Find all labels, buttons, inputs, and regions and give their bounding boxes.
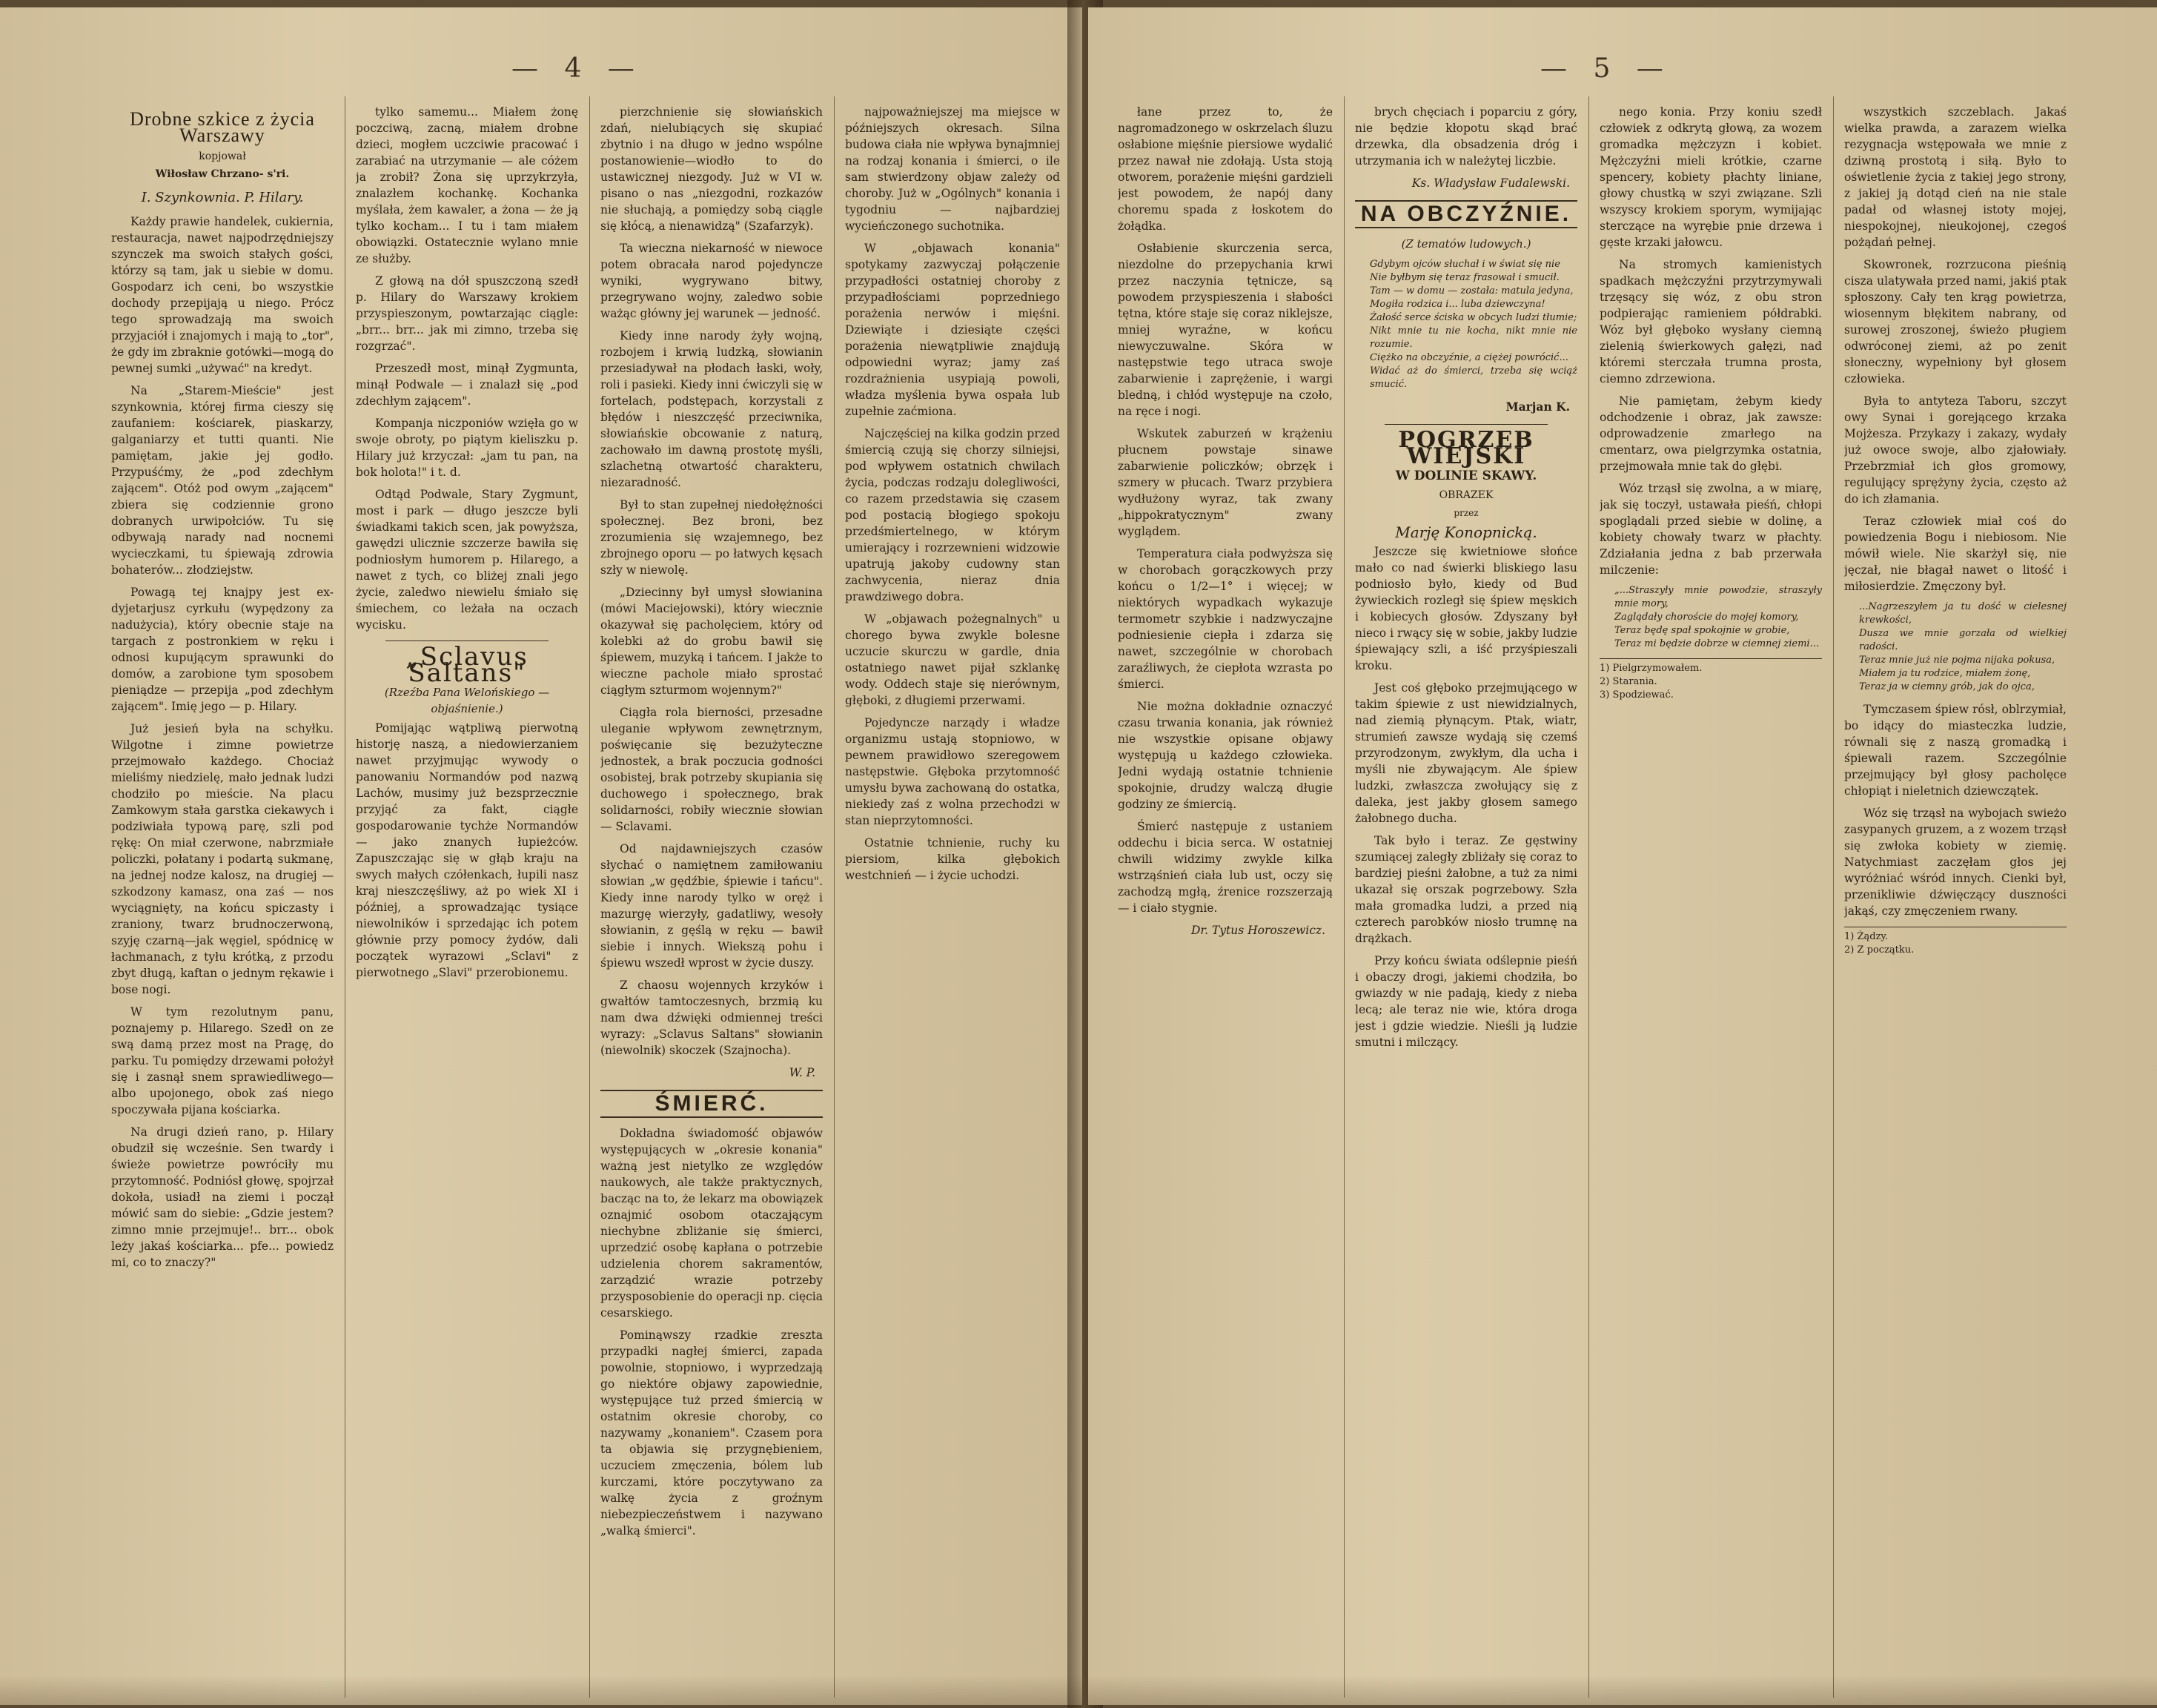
poem-line: ...Nagrzeszyłem ja tu dość w cielesnej krewkości, bbox=[1859, 601, 2067, 626]
article-genre: OBRAZEK bbox=[1439, 489, 1494, 501]
poem-line: „...Straszyły mnie powodzie, straszyły mnie mory, bbox=[1614, 585, 1822, 609]
poem-line: Teraz mi będzie dobrze w ciemnej ziemi... bbox=[1614, 638, 1819, 649]
column-1 bbox=[111, 104, 334, 1690]
paragraph: Przeszedł most, minął Zygmunta, minął Podwale — i znalazł się „pod zdechłym zającem". bbox=[356, 362, 578, 408]
paragraph: Tymczasem śpiew rósł, oblrzymiał, bo idący do miasteczka ludzie, równali się z naszą gromadką i śpiewali razem. Szczególnie przejmujący był głosy pacholęce chłopiąt i nieletnich dziewczątek. bbox=[1844, 703, 2067, 798]
paragraph: Na „Starem-Mieście" jest szynkownia, której firma cieszy się zaufaniem: kościarek, piaskarzy, galganiarzy et tutti quanti. Nie pamiętam, jakie jej godło. Przypuśćmy, że „pod zdechłym zającem". Otóż pod owym „zającem" zbiera się codziennie grono dobranych urwipołciów. Tu się odbywają narady nad nocnemi wycieczkami, tu śpiewają zdrowia bohaterów... złodziejstw. bbox=[111, 384, 334, 577]
footnote: 2) Starania. bbox=[1600, 676, 1657, 687]
article-title: ŚMIERĆ. bbox=[600, 1090, 823, 1118]
footnotes bbox=[1844, 927, 2067, 957]
paragraph: Jeszcze się kwietniowe słońce mało co nad świerki bliskiego lasu podniosło było, kiedy od Bud żywieckich rozległ się śpiew męskich i kobiecych głosów. Zdyszany był nieco i rwący się w sobie, jakby ludzie śpiewający szli, a iść przyśpieszali kroku. bbox=[1355, 545, 1577, 672]
poem-line: Teraz ja w ciemny grób, jak do ojca, bbox=[1859, 681, 2035, 692]
column-4 bbox=[845, 104, 1060, 1690]
paragraph: pierzchnienie się słowiańskich zdań, nielubiących się skupiać zbytnio i na długo w jedno wspólne postanowienie—wiodło to do ustawicznej niezgody. Już w VI w. pisano o nas „niezgodni, rozkazów nie słuchają, a pomiędzy sobą ciągle się kłócą, a nienawidzą" (Szafarzyk). bbox=[600, 105, 823, 233]
column-6 bbox=[1355, 104, 1577, 1690]
column-divider bbox=[1833, 96, 1834, 1698]
poem-line: Teraz będę spał spokojnie w grobie, bbox=[1614, 625, 1790, 636]
column-divider bbox=[834, 96, 835, 1698]
paragraph: „Dziecinny był umysł słowianina (mówi Maciejowski), który wiecznie okazywał się pacholęciem, który od kolebki aż do grobu bawił się śpiewem, muzyką i tańcem. I jakże to wieczne pachole miało sprostać ciągłym szturmom wojennym?" bbox=[600, 586, 823, 697]
paragraph: Pominąwszy rzadkie zreszta przypadki nagłej śmierci, zapada powolnie, stopniowo, i wyprzedzają go niektóre objawy zapowiednie, występujące tuż przed śmiercią w ostatnim okresie choroby, co nazywamy „konaniem". Czasem pora ta objawia się przygnębieniem, uczuciem zmęczenia, bólem lub kurczami, które poczytywano za walkę życia z groźnym niebezpieczeństwem i nazywano „walką śmierci". bbox=[600, 1328, 823, 1537]
poem bbox=[1614, 584, 1822, 651]
paragraph: Pojedyncze narządy i władze organizmu ustają stopniowo, w pewnem prawidłowo szeregowem następstwie. Głęboka przytomność umysłu bywa zachowaną do ostatka, niekiedy zaś z wolna przechodzi w stan nieprzytomności. bbox=[845, 716, 1060, 827]
paragraph: Od najdawniejszych czasów słychać o namiętnem zamiłowaniu słowian „w gędźbie, śpiewie i tańcu". Kiedy inne narody tylko w oręż i mazurgę wierzyły, gadatliwy, wesoły słowianin, z gęślą w ręku — bawił siebie i innych. Wiekszą pohu i śpiewu wszedł wprost w życie duszy. bbox=[600, 842, 823, 970]
column-5 bbox=[1118, 104, 1333, 1690]
left-page bbox=[0, 7, 1082, 1705]
article-subtitle: W DOLINIE SKAWY. bbox=[1395, 469, 1537, 483]
paragraph: wszystkich szczeblach. Jakaś wielka prawda, a zarazem wielka rezygnacja wstępowała we mnie z dziwną prostotą i siłą. Było to oświetlenie życia z takiej jego strony, z jakiej ją dotąd cień na nie stale padał od własnej istoty mojej, niespokojnej, nieukojonej, czegoś pożądań pełnej. bbox=[1844, 105, 2067, 249]
paragraph: Był to stan zupełnej niedołężności społecznej. Bez broni, bez zrozumienia się wzajemnego, bez zbrojnego oporu — po łatwych kęsach szły w niewolę. bbox=[600, 498, 823, 577]
paragraph: Tak było i teraz. Ze gęstwiny szumiącej zaległy zbliżały się coraz to bardziej pieśni żałobne, a tuż za nimi ukazał się orszak pogrzebowy. Szła mała gromadka ludzi, a przed nią czterech parobków niosło trumnę na drążkach. bbox=[1355, 834, 1577, 945]
paragraph: Śmierć następuje z ustaniem oddechu i bicia serca. W ostatniej chwili widzimy zwykle kilka wstrząśnień ciała lub ust, oczy się zachodzą mgłą, źrenice rozszerzają — i ciało stygnie. bbox=[1118, 820, 1333, 915]
signature: Marjan K. bbox=[1505, 400, 1570, 414]
paragraph: Ostatnie tchnienie, ruchy ku piersiom, kilka głębokich westchnień — i życie uchodzi. bbox=[845, 836, 1060, 882]
paragraph: najpoważniejszej ma miejsce w późniejszych okresach. Silna budowa ciała nie wpływa bynajmniej na rodzaj konania i śmierci, o ile sam stwierdzony objaw zależy od choroby. Już w „Ogólnych" konania i tygodniu — najbardziej wycieńczonego suchotnika. bbox=[845, 105, 1060, 233]
paragraph: Jest coś głęboko przejmującego w takim śpiewie z ust niewidzialnych, nad ziemią płynącym. Ptak, wiatr, strumień zawsze wydają się czemś przyrodzonym, zwykłym, dla ucha i myśli nie zbywającym. Ale śpiew ludzki, zwłaszcza zwołujący się z daleka, jest jakby głosem samego żałobnego ducha. bbox=[1355, 681, 1577, 825]
byline-label: kopjował bbox=[199, 150, 246, 162]
separator bbox=[385, 640, 549, 641]
paragraph: Już jesień była na schyłku. Wilgotne i zimne powietrze przejmowało każdego. Chociaż mieliśmy niedzielę, mało jednak ludzi chodziło po mieście. Na placu Zamkowym stała garstka ciekawych i podziwiała typową parę, szli pod rękę: On miał czerwone, nabrzmiałe policzki, połatany i podartą sukmanę, na jednej nodze kalosz, na drugiej — szkodzony kamasz, ona zaś — nos wyciągnięty, na końcu spiczasty i zraniony, twarz brudnoczerwoną, szyję czarną—jak węgiel, spódnicę w łachmanach, z tyłu krótką, z przodu zbyt długą, kaftan o jednym rękawie i bose nogi. bbox=[111, 722, 334, 996]
paragraph: Nie pamiętam, żebym kiedy odchodzenie i obraz, jak zawsze: odprowadzenie zmarłego na cmentarz, owa pielgrzymka ostatnia, przejmowała mnie tak do głębi. bbox=[1600, 394, 1822, 473]
poem-line: Zaglądały choroście do mojej komory, bbox=[1614, 612, 1799, 623]
right-page bbox=[1088, 7, 2157, 1705]
column-7 bbox=[1600, 104, 1822, 1690]
poem-line: Dusza we mnie gorzała od wielkiej radości. bbox=[1859, 628, 2067, 652]
column-3 bbox=[600, 104, 823, 1690]
section-heading: I. Szynkownia. P. Hilary. bbox=[141, 190, 304, 205]
paragraph: W „objawach konania" spotykamy zazwyczaj połączenie przypadłości ostatniej choroby z przypadłościami poprzedniego porażenia nerwów i mięśni. Dziewiąte i dziesiąte części porażenia niewątpliwie znajdują odpowiedni wyraz; jamy zaś rozdrażnienia usypiają powoli, władza myślenia bywa ospała lub zupełnie zaćmiona. bbox=[845, 242, 1060, 418]
page-number-left: — 4 — bbox=[511, 53, 643, 84]
article-title: Drobne szkice z życia Warszawy bbox=[130, 108, 315, 146]
paragraph: Najczęściej na kilka godzin przed śmiercią czują się chorzy silniejsi, pod wpływem ostatnich chwilach życia, podczas rodzaju dolegliwości, co razem przedstawia się czasem pod postacią błogiego spokoju przedśmiertelnego, w którym umierający i rozrzewnieni widzowie upatrują jakoby cudowny stan zachwycenia, nieraz dnia prawdziwego dobra. bbox=[845, 427, 1060, 603]
paragraph: Ciągła rola bierności, przesadne uleganie wpływom zewnętrznym, poświęcanie się bezużyteczne jednostek, a brak poczucia godności osobistej, brak potrzeby skupiania się duchowego i społecznego, brak solidarności, robiły wiecznie słowian — Sclavami. bbox=[600, 706, 823, 833]
paragraph: brych chęciach i poparciu z góry, nie będzie kłopotu skąd brać drzewka, dla obsadzenia dróg i utrzymania ich w należytej liczbie. bbox=[1355, 105, 1577, 168]
paragraph: Przy końcu świata odślepnie pieśń i obaczy drogi, jakiemi chodziła, bo gwiazdy w nie padają, kiedy z nieba lecą; ale teraz nie wie, która droga jest i gdzie wiedzie. Nieśli ją ludzie smutni i milczący. bbox=[1355, 954, 1577, 1049]
paragraph: Kompanja niczponiów wzięła go w swoje obroty, po piątym kieliszku p. Hilary już krzyczał: „jam tu pan, na bok holota!" i t. d. bbox=[356, 417, 578, 479]
paragraph: Teraz człowiek miał coś do powiedzenia Bogu i niebiosom. Nie mówił wiele. Nie skarżył się, nie jęczał, nie błagał nawet o litość i miłosierdzie. Zmęczony był. bbox=[1844, 514, 2067, 593]
paragraph: Powagą tej knajpy jest ex-dyjetarjusz cyrkułu (wypędzony za nadużycia), który obecnie staje na targach z postronkiem w ręku i odnosi kupującym sprawunki do domów, a zarobione tym sposobem pieniądze — przepija „pod zdechłym zającem". Imię jego — p. Hilary. bbox=[111, 586, 334, 713]
poem bbox=[1859, 600, 2067, 694]
footnote: 3) Spodziewać. bbox=[1600, 689, 1674, 701]
poem-line: Tam — w domu — została: matula jedyna, bbox=[1370, 285, 1574, 297]
column-8 bbox=[1844, 104, 2067, 1690]
footnotes bbox=[1600, 658, 1822, 702]
signature: W. P. bbox=[789, 1066, 815, 1079]
signature: Ks. Władysław Fudalewski. bbox=[1411, 176, 1570, 190]
paragraph: Temperatura ciała podwyższa się w chorobach gorączkowych przy końcu o 1/2—1° i więcej; w niektórych wypadkach wykazuje termometr szybkie i nadzwyczajne podniesienie ciepła i zdarza się nawet, szczególnie w chorobach zaraźliwych, że ciepłota wzrasta po śmierci. bbox=[1118, 547, 1333, 691]
article-title: „Sclavus Saltans" bbox=[405, 642, 529, 688]
page-shadow bbox=[0, 1675, 1082, 1705]
column-divider bbox=[1344, 96, 1345, 1698]
poem-line: Widać aż do śmierci, trzeba się wciąż smucić. bbox=[1370, 365, 1577, 390]
poem bbox=[1370, 258, 1577, 391]
separator bbox=[1385, 424, 1548, 425]
paragraph: Była to antyteza Taboru, szczyt owy Synai i gorejącego krzaka Mojżesza. Przykazy i zakazy, wydały już owoce swoje, albo zjałowiały. Przebrzmiał ich głos gromowy, regulujący sprężyny życia, często aż do ich złamania. bbox=[1844, 394, 2067, 506]
author-name: Marję Konopnicką. bbox=[1395, 523, 1537, 541]
poem-line: Nikt mnie tu nie kocha, nikt mnie nie rozumie. bbox=[1370, 325, 1577, 350]
poem-line: Ciężko na obczyźnie, a ciężej powrócić... bbox=[1370, 352, 1568, 363]
column-divider bbox=[589, 96, 590, 1698]
paragraph: W tym rezolutnym panu, poznajemy p. Hilarego. Szedł on ze swą damą przez most na Pragę, do parku. Tu pomiędzy drzewami położył się i zasnął snem sprawiedliwego—albo upojonego, obok zaś niego spoczywała pijana kościarka. bbox=[111, 1005, 334, 1116]
column-2 bbox=[356, 104, 578, 1690]
paragraph: Skowronek, rozrzucona pieśnią cisza ulatywała przed nami, jakiś ptak spłoszony. Cały ten krąg powietrza, wiosennym błękitem nabrany, od surowej zroszonej, świeżo pługiem odwróconej ziemi, aż po zenit słoneczny, wypełniony był głosem człowieka. bbox=[1844, 258, 2067, 385]
paragraph: Nie można dokładnie oznaczyć czasu trwania konania, jak również nie wszystkie opisane objawy występują u każdego człowieka. Jedni wydają ostatnie tchnienie spokojnie, drudzy walczą długie godziny ze śmiercią. bbox=[1118, 700, 1333, 811]
byline-label: przez bbox=[1454, 508, 1479, 518]
paragraph: Dokładna świadomość objawów występujących w „okresie konania" ważną jest nietylko ze względów naukowych, ale także praktycznych, bacząc na to, że lekarz ma obowiązek oznajmić osobom otaczającym niechybne zbliżanie się śmierci, uprzedzić osobę kapłana o potrzebie udzielenia chorem sakramentów, zarządzić wrazie potrzeby przysposobienie do operacji np. cięcia cesarskiego. bbox=[600, 1127, 823, 1320]
paragraph: Ta wieczna niekarność w niewoce potem obracała narod pojedyncze wyniki, wygrywano bitwy, przegrywano wojny, zaledwo sobie ważąc główny jej warunek — jedność. bbox=[600, 242, 823, 320]
paragraph: Z chaosu wojennych krzyków i gwałtów tamtoczesnych, brzmią ku nam dwa dźwięki odmiennej treści wyrazy: „Sclavus Saltans" słowianin (niewolnik) skoczek (Szajnocha). bbox=[600, 979, 823, 1057]
paragraph: Pomijając wątpliwą pierwotną historję naszą, a niedowierzaniem nawet przyjmując wywody o panowaniu Normandów pod nazwą Lachów, musimy już bezsprzecznie przyjąć za fakt, ciągłe gospodarowanie tychże Normandów — jako znanych łupieżców. Zapuszczając się w głąb kraju na swych małych czółenkach, łupili nasz kraj nieszczęśliwy, aż po wiek XI i później, a sprowadzając tysiące niewolników i sprzedając ich potem głównie przy pomocy żydów, dali początek wyrazowi „Sclavi" z pierwotnego „Slavi" przerobionemu. bbox=[356, 721, 578, 979]
footnote: 2) Z początku. bbox=[1844, 944, 1915, 956]
poem-line: Miałem ja tu rodzice, miałem żonę, bbox=[1859, 668, 2031, 679]
paragraph: W „objawach pożegnalnych" u chorego bywa zwykle bolesne uczucie skurczu w gardle, dnia ostatniego nawet pijał szklankę wody. Oddech staje się nierównym, głęboki, z długiemi przerwami. bbox=[845, 612, 1060, 707]
author-name: Wiłosław Chrzano- s'ri. bbox=[155, 168, 290, 180]
paragraph: Kiedy inne narody żyły wojną, rozbojem i krwią ludzką, słowianin przesiadywał na płodach łaski, woły, roli i pasieki. Kiedy inni ćwiczyli się w fortelach, podstępach, korzystali z błędów i nieszczęść przeciwnika, słowiańskie obcowanie z naturą, zachowało im dawną prostotę myśli, szlachetną otwartość charakteru, niezaradność. bbox=[600, 329, 823, 489]
article-subtitle: (Z tematów ludowych.) bbox=[1401, 237, 1531, 251]
paragraph: Wóz trząsł się zwolna, a w miarę, jak się toczył, ustawała pieśń, chłopi spoglądali przed siebie w dolinę, a kobiety chowały twarz w płachty. Zdziałania jedna z bab przerwała milczenie: bbox=[1600, 482, 1822, 577]
footnote: 1) Żądzy. bbox=[1844, 931, 1889, 942]
paragraph: Osłabienie skurczenia serca, niezdolne do przepychania krwi przez naczynia tętnicze, są powodem przyspieszenia i słabości tętna, które staje się coraz niklejsze, mniej wyraźne, w końcu niewyczuwalne. Skóra w następstwie tego utraca swoje zabarwienie i zaprężenie, i wargi bledną, i chłód występuje na czoło, na ręce i nogi. bbox=[1118, 242, 1333, 418]
paragraph: nego konia. Przy koniu szedł człowiek z odkrytą głową, za wozem gromadka mężczyzn i kobiet. Mężczyźni mieli krótkie, czarne spencery, kobiety płachty liniane, głowy chustką w szyi związane. Szli wszyscy krokiem sporym, wymijając sterczące na wyrębie pnie drzewa i gęste krzaki jałowcu. bbox=[1600, 105, 1822, 249]
paragraph: łane przez to, że nagromadzonego w oskrzelach śluzu osłabione mięśnie piersiowe wydalić przez nawał nie zdołają. Usta stoją otworem, porażenie mięśni gardzieli jest powodem, że napój dany choremu spada z łoskotem do żołądka. bbox=[1118, 105, 1333, 233]
poem-line: Mogiła rodzica i... luba dziewczyna! bbox=[1370, 299, 1545, 310]
signature: Dr. Tytus Horoszewicz. bbox=[1190, 924, 1325, 937]
paragraph: Wóz się trząsł na wybojach swieżo zasypanych gruzem, a z wozem trząsł się zwłoka kobiety w ziemię. Natychmiast zaczęłam głos jej wyróżniać wśród innych. Cienki był, przenikliwie dźwięczący duszności jakąś, czy zmęczeniem rwany. bbox=[1844, 807, 2067, 918]
paragraph: Wskutek zaburzeń w krążeniu płucnem powstaje sinawe zabarwienie policzków; obrzęk i szmery w płucach. Twarz przybiera wydłużony wyraz, tak zwany „hippokratycznym" zwany wyglądem. bbox=[1118, 427, 1333, 538]
footnote: 1) Pielgrzymowałem. bbox=[1600, 663, 1703, 674]
article-title: POGRZEB WIEJSKI bbox=[1398, 427, 1534, 469]
paragraph: Na drugi dzień rano, p. Hilary obudził się wcześnie. Sen twardy i świeże powietrze powróciły mu przytomność. Podniósł głowę, spojrzał dokoła, usiadł na ziemi i począł mówić sam do siebie: „Gdzie jestem? zimno mnie przejmuje!.. brr... obok leży jakaś kościarka... pfe... powiedz mi, co to znaczy?" bbox=[111, 1125, 334, 1269]
poem-line: Gdybym ojców słuchał i w świat się nie bbox=[1370, 259, 1560, 270]
paragraph: tylko samemu... Miałem żonę poczciwą, zacną, miałem drobne dzieci, mogłem uczciwie pracować i zarabiać na utrzymanie — ale cóżem ja zrobił? Żona się uprzykrzyła, znalazłem kochankę. Kochanka myślała, żem kawaler, a żona — że ją tylko kocham... I tu i tam miałem obowiązki. Ostatecznie wylano mnie ze służby. bbox=[356, 105, 578, 265]
paragraph: Na stromych kamienistych spadkach mężczyźni przytrzymywali trzęsący się wóz, z obu stron podpierając ramieniem półdrabki. Wóz był głęboko wysłany ciemną zielenią świerkowych gałęzi, nad któremi sterczała trumna prosta, ciemno zdrzewiona. bbox=[1600, 258, 1822, 385]
page-shadow bbox=[1088, 1675, 2157, 1705]
paragraph: Każdy prawie handelek, cukiernia, restauracja, nawet najpodrzędniejszy szynczek ma swoich stałych gości, którzy są tam, jak u siebie w domu. Gospodarz ich ceni, bo wszystkie dochody przepijają u niego. Prócz tego sprowadzają ma swoich przyjaciół i znajomych i mają to „tor", że gdy im zbraknie gotówki—mogą do pewnej sumki „używać" na kredyt. bbox=[111, 215, 334, 375]
article-title: NA OBCZYŹNIE. bbox=[1355, 200, 1577, 228]
poem-line: Teraz mnie już nie pojma nijaka pokusa, bbox=[1859, 655, 2055, 666]
article-subtitle: (Rzeźba Pana Welońskiego — objaśnienie.) bbox=[384, 686, 550, 715]
paragraph: Odtąd Podwale, Stary Zygmunt, most i park — długo jeszcze byli świadkami takich scen, jak powyższa, gawędzi ulicznie szczerze bawiła się podniosłym humorem p. Hilarego, a nawet z tych, co bliżej znali jego życie, zaledwo niewielu śmiało się śmiechem, co leżała na oczach wycisku. bbox=[356, 488, 578, 632]
poem-line: Nie byłbym się teraz frasował i smucił. bbox=[1370, 272, 1560, 283]
column-divider bbox=[1588, 96, 1589, 1698]
page-number-right: — 5 — bbox=[1540, 53, 1672, 84]
paragraph: Z głową na dół spuszczoną szedł p. Hilary do Warszawy krokiem przyspieszonym, powtarzając ciągle: „brr... brr... jak mi zimno, trzeba się rozgrzać". bbox=[356, 274, 578, 353]
poem-line: Żałość serce ściska w obcych ludzi tłumie; bbox=[1370, 312, 1577, 323]
